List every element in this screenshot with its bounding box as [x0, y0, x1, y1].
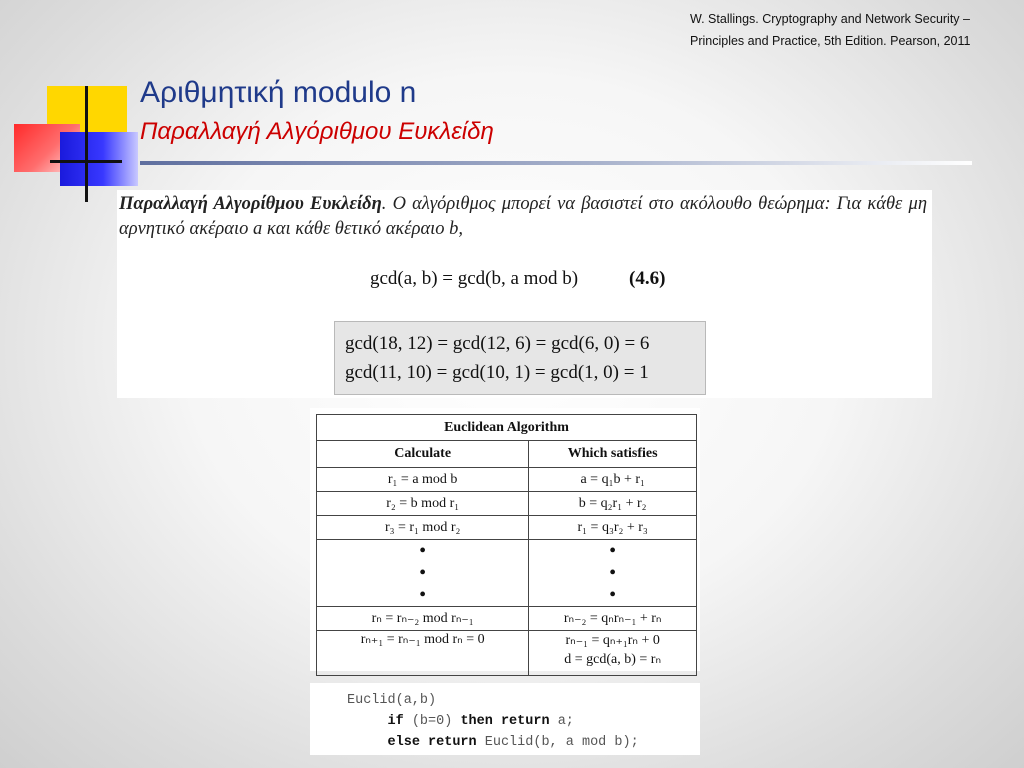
dot: • [609, 540, 617, 562]
euclid-table-panel [310, 408, 700, 671]
table-row [317, 516, 697, 540]
formula-number: (4.6) [629, 268, 666, 289]
theorem-body: . Ο αλγόριθμος μπορεί να βασιστεί στο ακόλουθο θεώρημα: Για κάθε μη αρνητικό ακέραιο a και κάθε θετικό ακέραιο b, [119, 194, 927, 239]
euclid-code-panel [310, 683, 700, 755]
satisfies-line-2: d = gcd(a, b) = rₙ [564, 652, 662, 667]
code-condition: (b=0) [411, 714, 453, 729]
calc-cell: rₙ₊₁ = rₙ₋₁ mod rₙ = 0 [317, 631, 529, 676]
gcd-example-1: gcd(18, 12) = gcd(12, 6) = gcd(6, 0) = 6 [345, 333, 650, 354]
euclid-pseudocode [347, 690, 639, 753]
dot: • [419, 562, 427, 584]
theorem-text [119, 192, 927, 242]
table-row [317, 468, 697, 492]
theorem-panel [117, 190, 932, 398]
ellipsis-row [317, 540, 697, 607]
satisfies-line-1: rₙ₋₁ = qₙ₊₁rₙ + 0 [565, 633, 660, 648]
gcd-example-2: gcd(11, 10) = gcd(10, 1) = gcd(1, 0) = 1 [345, 362, 649, 383]
gcd-examples-box [334, 321, 706, 395]
calc-cell: r₂ = b mod r₁ [317, 492, 529, 516]
calc-cell: r₁ = a mod b [317, 468, 529, 492]
gcd-formula: gcd(a, b) = gcd(b, a mod b) [370, 268, 579, 289]
satisfies-cell: b = q₂r₁ + r₂ [529, 492, 697, 516]
citation [690, 8, 1010, 52]
header-calculate: Calculate [317, 441, 529, 468]
theorem-heading: Παραλλαγή Αλγορίθμου Ευκλείδη [119, 194, 382, 214]
citation-line-1: W. Stallings. Cryptography and Network Security – [690, 12, 970, 26]
slide-title: Αριθμητική modulo n [140, 76, 417, 109]
table-caption: Euclidean Algorithm [317, 415, 697, 441]
code-else-return: else return [387, 735, 477, 750]
code-if-keyword: if [387, 714, 404, 729]
table-row [317, 492, 697, 516]
ellipsis-cell-right [529, 540, 697, 607]
euclidean-algorithm-table [316, 414, 697, 676]
decor-blue-square [60, 132, 138, 186]
title-underline [140, 161, 972, 165]
header-which-satisfies: Which satisfies [529, 441, 697, 468]
code-then-return: then return [460, 714, 550, 729]
satisfies-cell: a = q₁b + r₁ [529, 468, 697, 492]
dot: • [419, 584, 427, 606]
code-return-a: a; [557, 714, 574, 729]
table-row-final [317, 631, 697, 676]
code-line-1: Euclid(a,b) [347, 693, 437, 708]
code-recursive-call: Euclid(b, a mod b); [484, 735, 639, 750]
calc-cell: r₃ = r₁ mod r₂ [317, 516, 529, 540]
dot: • [609, 584, 617, 606]
slide-subtitle: Παραλλαγή Αλγόριθμου Ευκλείδη [140, 118, 494, 145]
dot: • [609, 562, 617, 584]
satisfies-cell: rₙ₋₂ = qₙrₙ₋₁ + rₙ [529, 607, 697, 631]
decor-vertical-line [85, 86, 88, 202]
ellipsis-cell-left [317, 540, 529, 607]
calc-cell: rₙ = rₙ₋₂ mod rₙ₋₁ [317, 607, 529, 631]
decor-horizontal-line [50, 160, 122, 163]
dot: • [419, 540, 427, 562]
satisfies-cell: r₁ = q₃r₂ + r₃ [529, 516, 697, 540]
satisfies-cell [529, 631, 697, 676]
citation-line-2: Principles and Practice, 5th Edition. Pearson, 2011 [690, 34, 971, 48]
table-row [317, 607, 697, 631]
